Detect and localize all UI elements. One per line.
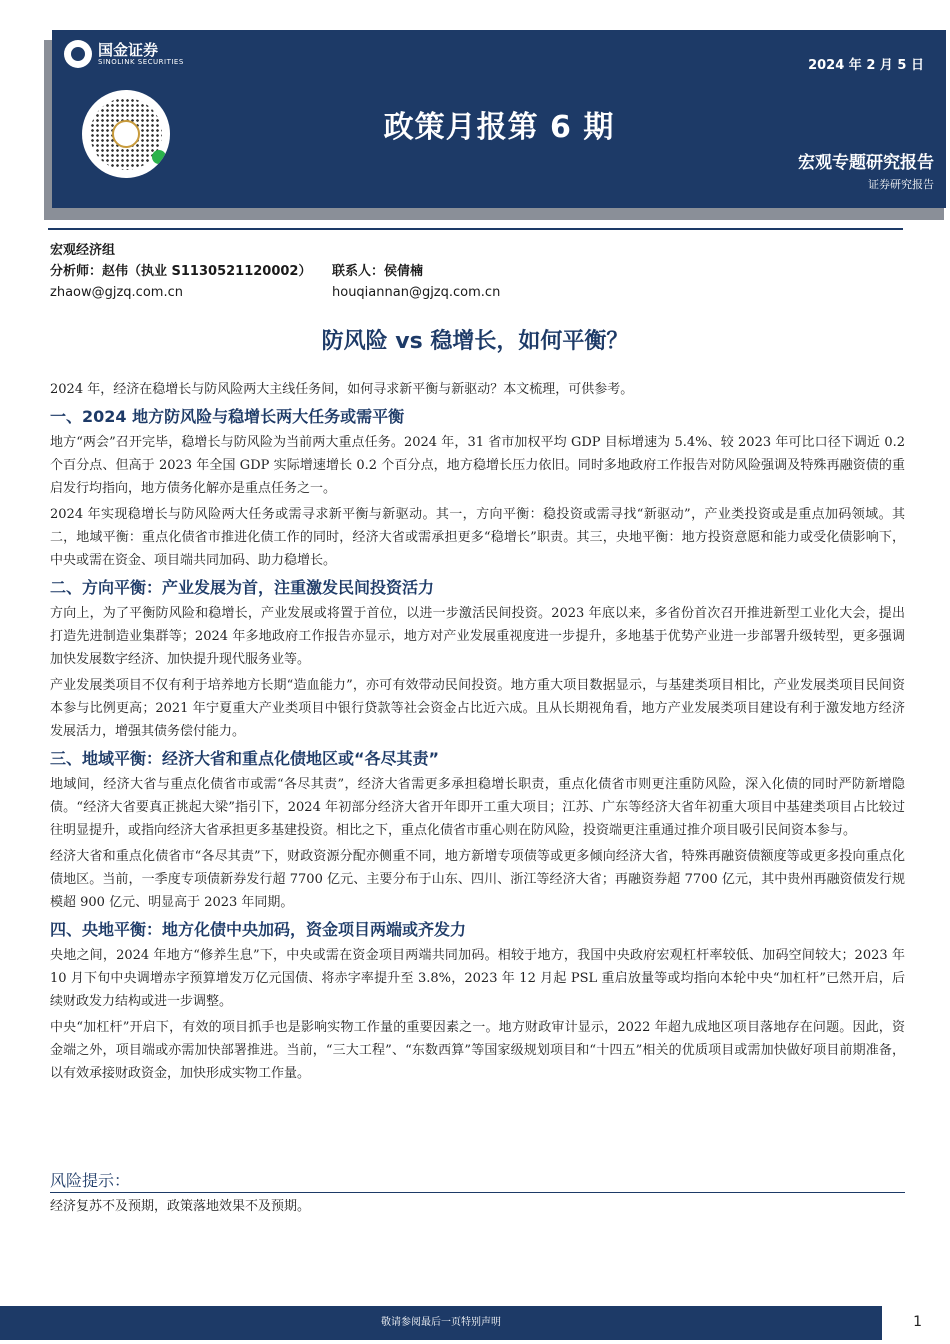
logo-text-cn: 国金证券 [98,40,159,59]
risk-title: 风险提示： [50,1171,131,1190]
report-series-title: 政策月报第 6 期 [383,110,615,145]
document-title: 防风险 vs 稳增长，如何平衡？ [321,329,629,354]
section-heading: 四、央地平衡：地方化债中央加码，资金项目两端或齐发力 [50,920,467,939]
report-date: 2024 年 2 月 5 日 [808,58,924,73]
research-group: 宏观经济组 [50,243,116,258]
risk-divider [50,1192,905,1193]
page-number: 1 [913,1314,922,1330]
paragraph: 经济大省和重点化债省市“各尽其责”下，财政资源分配亦侧重不同，地方新增专项债等或更多倾向经济大省，特殊再融资债额度等或更多投向重点化债地区。当前，一季度专项债新券发行超 7700 亿元、主要分布于山东、四川、浙江等经济大省；再融资券超 7700 亿元，其中贵州再融资债发行规模超 900 亿元、明显高于 2023 年同期。 [50,849,905,910]
report-type: 宏观专题研究报告 [798,153,934,173]
header-divider [48,228,903,230]
section-heading: 三、地域平衡：经济大省和重点化债地区或“各尽其责” [50,749,440,768]
intro-paragraph: 2024 年，经济在稳增长与防风险两大主线任务间，如何寻求新平衡与新驱动？本文梳理，可供参考。 [50,382,634,397]
paragraph: 方向上，为了平衡防风险和稳增长，产业发展或将置于首位，以进一步激活民间投资。2023 年底以来，多省份首次召开推进新型工业化大会，提出打造先进制造业集群等；2024 年多地政府工作报告亦显示，地方对产业发展重视度进一步提升，多地基于优势产业进一步部署升级转型，更多强调加快发展数字经济、加快提升现代服务业等。 [50,606,905,667]
company-logo [64,40,184,68]
analyst-name: 分析师：赵伟（执业 S1130521120002） [50,264,312,279]
report-body [50,378,905,1085]
header-banner [52,30,946,208]
contact-email[interactable]: houqiannan@gjzq.com.cn [332,285,501,300]
paragraph: 地域间，经济大省与重点化债省市或需“各尽其责”，经济大省需更多承担稳增长职责，重点化债省市则更注重防风险，深入化债的同时严防新增隐债。“经济大省要真正挑起大梁”指引下，2024 年初部分经济大省开年即开工重大项目；江苏、广东等经济大省年初重大项目中基建类项目占比较过往明显提升，或指向经济大省承担更多基建投资。相比之下，重点化债省市重心则在防风险，投资端更注重通过推介项目吸引民间资本参与。 [50,777,905,838]
mini-program-icon [152,150,166,164]
risk-text: 经济复苏不及预期，政策落地效果不及预期。 [50,1199,311,1214]
contact-name: 联系人：侯倩楠 [332,264,424,279]
footer-disclaimer[interactable]: 敬请参阅最后一页特别声明 [0,1306,882,1340]
logo-mark-icon [64,40,92,68]
logo-text-en: SINOLINK SECURITIES [98,57,184,66]
report-subtype: 证券研究报告 [868,178,934,191]
analyst-info [50,240,500,303]
section-heading: 二、方向平衡：产业发展为首，注重激发民间投资活力 [50,578,435,597]
paragraph: 地方“两会”召开完毕，稳增长与防风险为当前两大重点任务。2024 年，31 省市加权平均 GDP 目标增速为 5.4%、较 2023 年可比口径下调近 0.2 个百分点、但高于 2023 年全国 GDP 实际增速增长 0.2 个百分点，地方稳增长压力依旧。同时多地政府工作报告对防风险强调及特殊再融资债的重启发行均指向，地方债务化解亦是重点任务之一。 [50,435,905,496]
analyst-email[interactable]: zhaow@gjzq.com.cn [50,285,183,300]
paragraph: 2024 年实现稳增长与防风险两大任务或需寻求新平衡与新驱动。其一，方向平衡：稳投资或需寻找“新驱动”，产业类投资或是重点加码领域。其二，地域平衡：重点化债省市推进化债工作的同时，经济大省或需承担更多“稳增长”职责。其三，央地平衡：地方投资意愿和能力或受化债影响下，中央或需在资金、项目端共同加码、助力稳增长。 [50,507,905,568]
paragraph: 央地之间，2024 年地方“修养生息”下，中央或需在资金项目两端共同加码。相较于地方，我国中央政府宏观杠杆率较低、加码空间较大；2023 年 10 月下旬中央调增赤字预算增发万亿元国债、将赤字率提升至 3.8%，2023 年 12 月起 PSL 重启放量等或均指向本轮中央“加杠杆”已然开启，后续财政发力结构或进一步调整。 [50,948,905,1009]
paragraph: 产业发展类项目不仅有利于培养地方长期“造血能力”，亦可有效带动民间投资。地方重大项目数据显示，与基建类项目相比，产业发展类项目民间资本参与比例更高；2021 年宁夏重大产业类项目中银行贷款等社会资金占比近六成。且从长期视角看，地方产业发展类项目建设有利于激发地方经济发展活力，增强其债务偿付能力。 [50,678,905,739]
section-heading: 一、2024 地方防风险与稳增长两大任务或需平衡 [50,407,405,426]
paragraph: 中央“加杠杆”开启下，有效的项目抓手也是影响实物工作量的重要因素之一。地方财政审计显示，2022 年超九成地区项目落地存在问题。因此，资金端之外，项目端或亦需加快部署推进。当前，“三大工程”、“东数西算”等国家级规划项目和“十四五”相关的优质项目或需加快做好项目前期准备，以有效承接财政资金，加快形成实物工作量。 [50,1020,905,1081]
